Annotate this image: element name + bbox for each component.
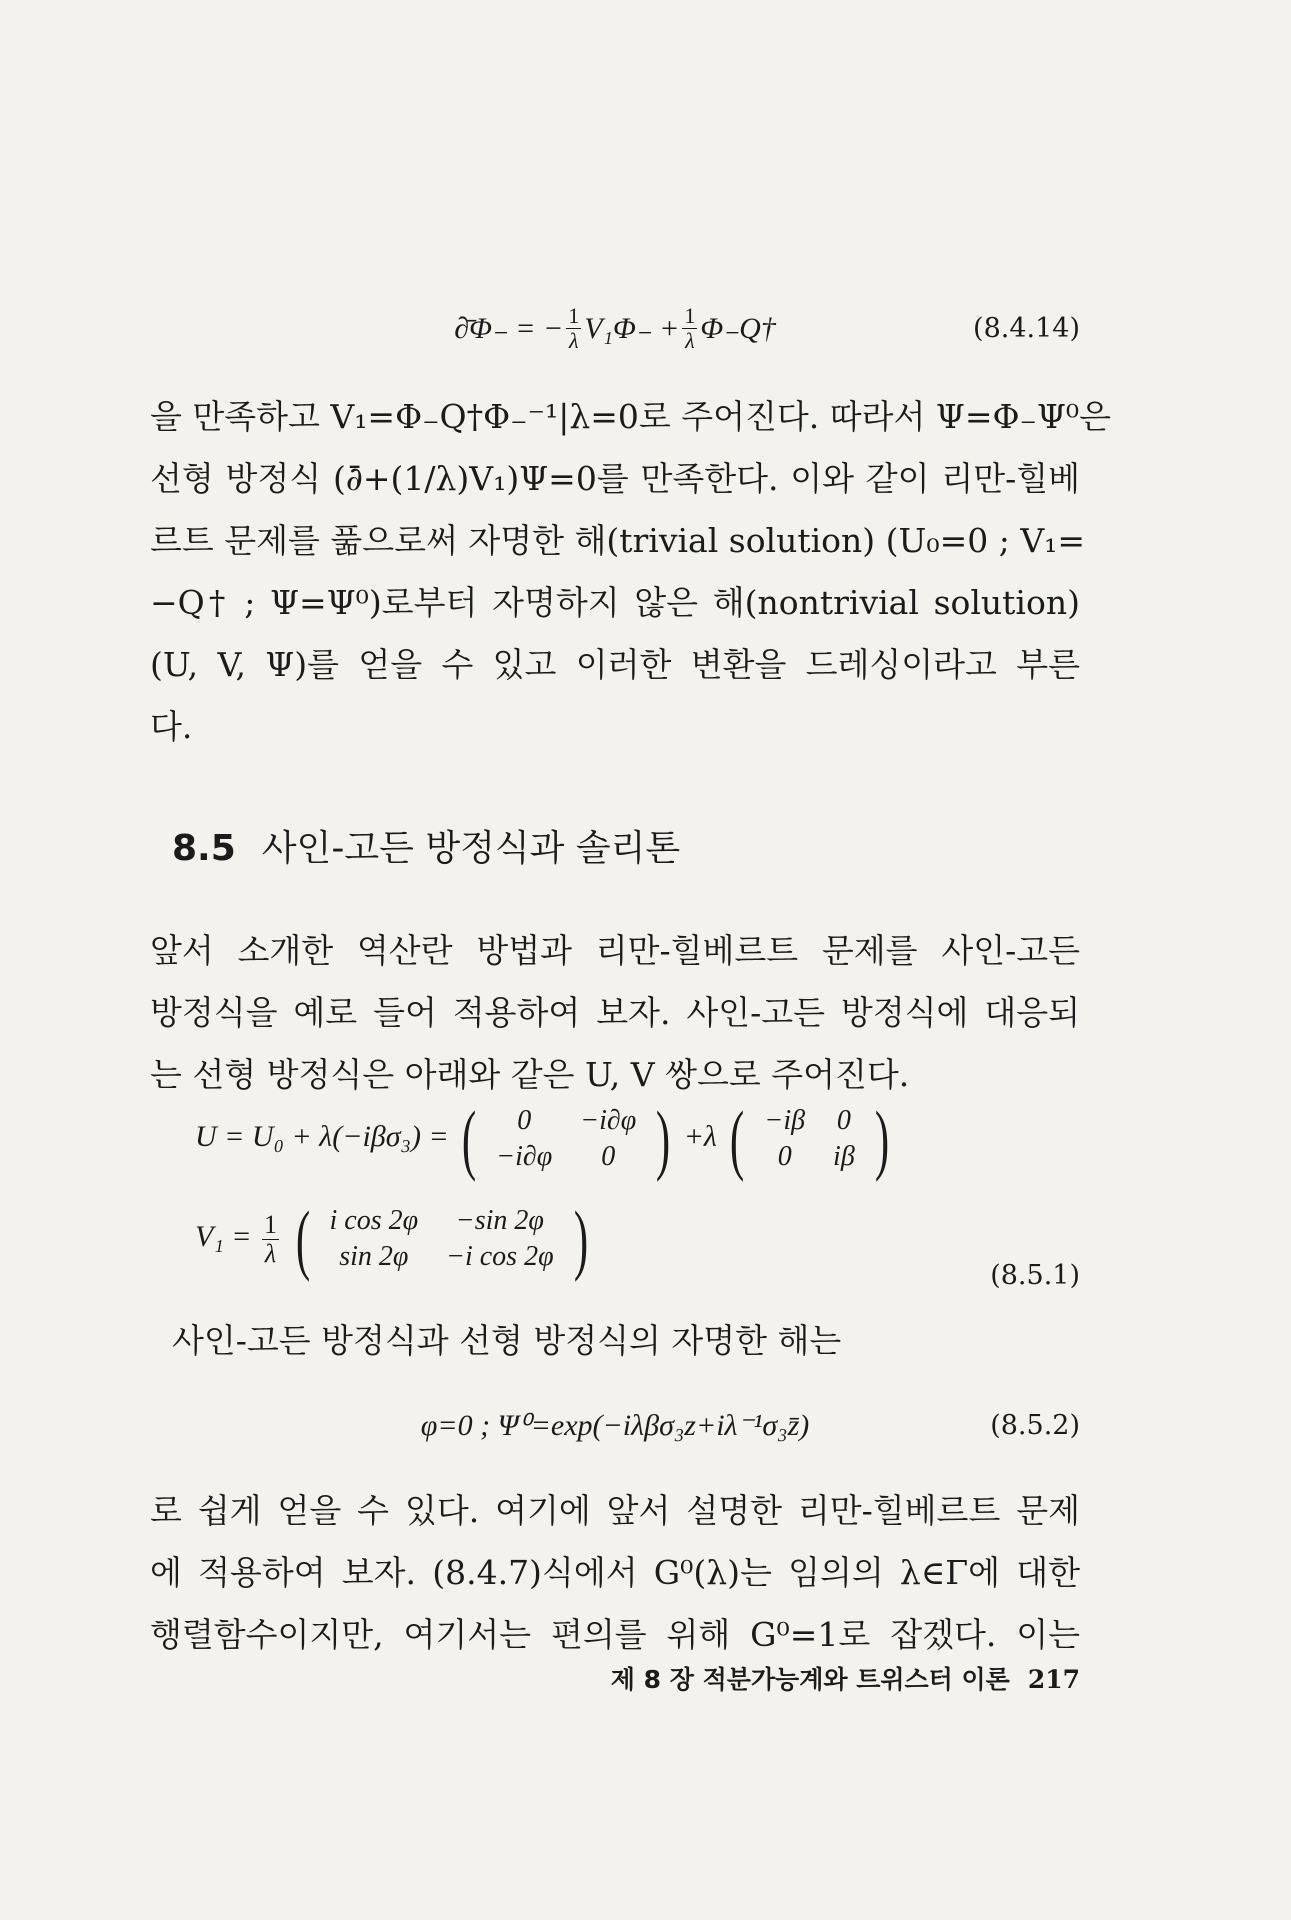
matrix-3: ( i cos 2φ −sin 2φ sin 2φ −i cos 2φ )	[295, 1195, 588, 1282]
section-heading	[172, 820, 680, 871]
text-line: 에 적용하여 보자. (8.4.7)식에서 G⁰(λ)는 임의의 λ∈Γ에 대한	[150, 1553, 1080, 1592]
paragraph-3	[172, 1310, 1072, 1372]
equation-number: (8.4.14)	[973, 312, 1080, 344]
text-line: 선형 방정식 (∂̄+(1/λ)V₁)Ψ=0를 만족한다. 이와 같이 리만-힐베	[150, 459, 1080, 498]
matrix-2: ( −iβ 0 0 iβ )	[730, 1095, 889, 1182]
paragraph-4	[150, 1480, 1080, 1666]
matrix-cell: iβ	[833, 1141, 855, 1172]
matrix-cell: −sin 2φ	[455, 1205, 544, 1236]
text-line: 는 선형 방정식은 아래와 같은 U, V 쌍으로 주어진다.	[150, 1055, 910, 1094]
equation-8-5-1-u	[195, 1095, 1075, 1182]
fraction: $\frac{1}{\lambda}$	[684, 303, 696, 353]
section-title: 사인-고든 방정식과 솔리톤	[261, 828, 681, 869]
eq-tail: Φ₋Q†	[700, 311, 776, 345]
matrix-cell: −i cos 2φ	[446, 1241, 554, 1272]
equation-number: (8.5.1)	[990, 1259, 1080, 1291]
plus-lambda: +λ	[683, 1119, 717, 1153]
text-line: 행렬함수이지만, 여기서는 편의를 위해 G⁰=1로 잡겠다. 이는	[150, 1615, 1080, 1654]
text-line: 다.	[150, 707, 193, 746]
matrix-cell: 0	[836, 1105, 851, 1136]
matrix-cell: −i∂φ	[580, 1105, 637, 1136]
text-line: 방정식을 예로 들어 적용하여 보자. 사인-고든 방정식에 대응되	[150, 993, 1080, 1032]
text-line: (U, V, Ψ)를 얻을 수 있고 이러한 변환을 드레싱이라고 부른	[150, 645, 1080, 684]
equation-8-5-1-number-row	[150, 1245, 1080, 1305]
text-line: 로 쉽게 얻을 수 있다. 여기에 앞서 설명한 리만-힐베르트 문제	[150, 1491, 1080, 1530]
chapter-title: 제 8 장 적분가능계와 트위스터 이론	[610, 1665, 1010, 1694]
eq-lhs: ∂̄Φ₋ = −	[454, 311, 564, 345]
matrix-cell: −iβ	[764, 1105, 806, 1136]
v-lhs: V₁ =	[195, 1219, 252, 1253]
text-line: 을 만족하고 V₁=Φ₋Q†Φ₋⁻¹|λ=0로 주어진다. 따라서 Ψ=Φ₋Ψ⁰은	[150, 397, 1111, 436]
paragraph-2	[150, 920, 1080, 1106]
paragraph-1	[150, 386, 1111, 758]
equation-8-4-14	[150, 298, 1080, 358]
eq-mid: V₁Φ₋ +	[584, 311, 680, 345]
matrix-cell: 0	[517, 1105, 532, 1136]
matrix-cell: 0	[601, 1141, 616, 1172]
text-line: 앞서 소개한 역산란 방법과 리만-힐베르트 문제를 사인-고든	[150, 931, 1080, 970]
matrix-cell: −i∂φ	[496, 1141, 553, 1172]
text-line: 사인-고든 방정식과 선형 방정식의 자명한 해는	[172, 1321, 842, 1360]
text-line: −Q† ; Ψ=Ψ⁰)로부터 자명하지 않은 해(nontrivial solution)	[150, 583, 1080, 622]
fraction: $\frac{1}{\lambda}$	[568, 303, 580, 353]
matrix-1: ( 0 −i∂φ −i∂φ 0 )	[462, 1095, 671, 1182]
eq-formula: φ=0 ; Ψ⁰=exp(−iλβσ₃z+iλ⁻¹σ₃z̄)	[420, 1408, 810, 1442]
equation-8-5-2	[150, 1395, 1080, 1455]
matrix-cell: i cos 2φ	[329, 1205, 419, 1236]
fraction: $\frac{1}{\lambda}$	[264, 1210, 277, 1268]
page-number: 217	[1027, 1665, 1080, 1694]
text-line: 르트 문제를 풂으로써 자명한 해(trivial solution) (U₀=0 ; V₁=	[150, 521, 1086, 560]
section-number: 8.5	[172, 828, 236, 869]
u-lhs: U = U₀ + λ(−iβσ₃) =	[195, 1119, 449, 1153]
page-footer	[540, 1660, 1080, 1696]
matrix-cell: sin 2φ	[339, 1241, 409, 1272]
equation-number: (8.5.2)	[990, 1409, 1080, 1441]
matrix-cell: 0	[777, 1141, 792, 1172]
